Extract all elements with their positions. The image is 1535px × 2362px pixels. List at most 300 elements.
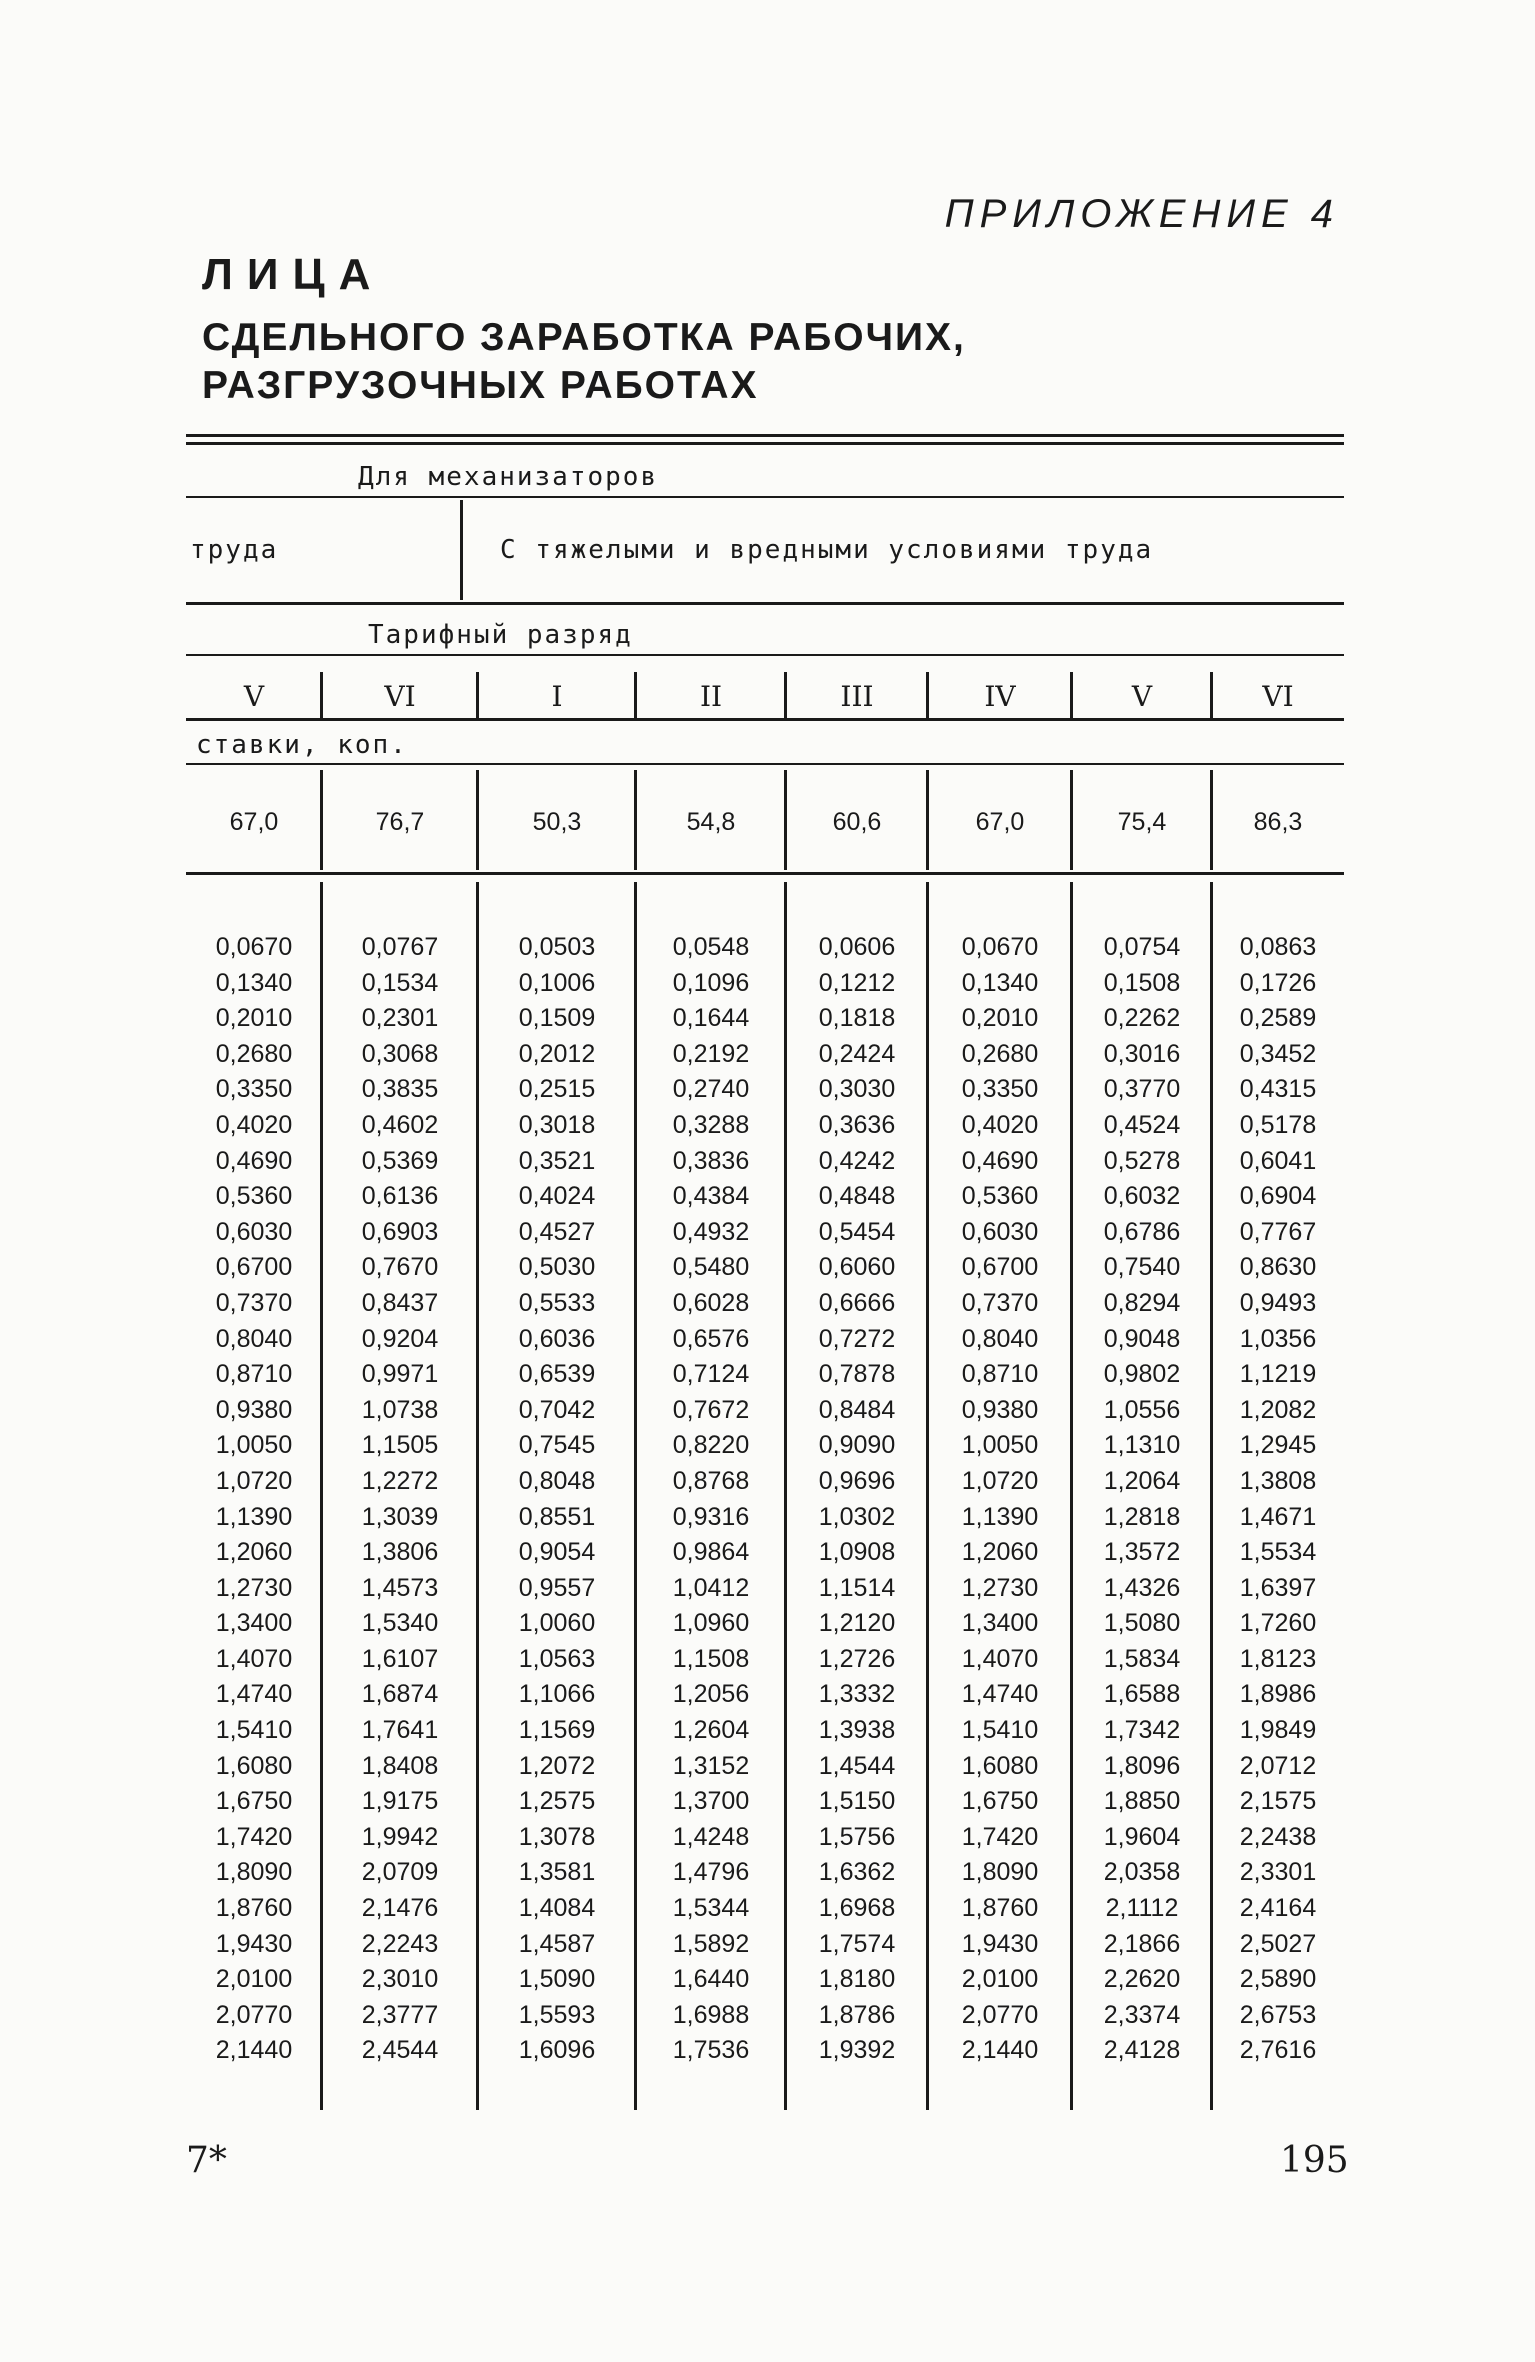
value-cell: 1,5593 (518, 2000, 596, 2029)
value-cell: 0,0548 (672, 933, 750, 961)
value-cell: 2,4544 (361, 2036, 439, 2065)
grade-header: III (840, 680, 874, 713)
column-divider (1070, 882, 1073, 2110)
value-cell: 2,1112 (1105, 1894, 1179, 1923)
value-cell: 0,8484 (818, 1395, 896, 1424)
value-cell: 1,2818 (1103, 1502, 1181, 1531)
value-cell: 0,0606 (818, 933, 896, 961)
condition-divider (460, 500, 463, 600)
value-cell: 1,2730 (215, 1573, 293, 1602)
value-column (322, 930, 478, 2069)
title-line-1: СДЕЛЬНОГО ЗАРАБОТКА РАБОЧИХ, (202, 316, 966, 359)
value-cell: 0,7672 (672, 1395, 750, 1424)
value-cell: 1,6107 (361, 1644, 439, 1673)
rate-row-rule (186, 872, 1344, 875)
value-column (636, 930, 786, 2069)
value-cell: 1,2730 (961, 1573, 1039, 1602)
right-condition-label: С тяжелыми и вредными условиями труда (500, 535, 1154, 565)
value-cell: 1,1390 (215, 1502, 293, 1531)
value-cell: 1,7260 (1239, 1609, 1317, 1638)
value-cell: 1,3700 (672, 1787, 750, 1816)
value-cell: 1,0908 (818, 1538, 896, 1567)
rate-label-rule (186, 763, 1344, 765)
rate-cell: 54,8 (686, 808, 736, 836)
value-cell: 1,5150 (818, 1787, 896, 1816)
value-cell: 2,2243 (361, 1929, 439, 1958)
value-cell: 0,4690 (215, 1146, 293, 1175)
value-cell: 0,3836 (672, 1146, 750, 1175)
value-cell: 0,0754 (1103, 933, 1181, 961)
value-cell: 1,8123 (1239, 1644, 1317, 1673)
value-cell: 1,9430 (215, 1929, 293, 1958)
value-cell: 0,5533 (518, 1288, 596, 1317)
value-cell: 0,9316 (672, 1502, 750, 1531)
value-cell: 1,8986 (1239, 1680, 1317, 1709)
value-cell: 1,9175 (361, 1787, 439, 1816)
value-cell: 1,9942 (361, 1822, 439, 1851)
value-cell: 1,0563 (518, 1644, 596, 1673)
value-cell: 1,8760 (215, 1894, 293, 1923)
column-divider (1210, 770, 1213, 870)
value-cell: 1,6750 (215, 1787, 293, 1816)
column-divider (1210, 672, 1213, 718)
value-cell: 1,8786 (818, 2000, 896, 2029)
value-cell: 1,8180 (818, 1965, 896, 1994)
value-cell: 1,3152 (672, 1751, 750, 1780)
value-cell: 0,8040 (215, 1324, 293, 1353)
value-cell: 1,8408 (361, 1751, 439, 1780)
value-cell: 1,5756 (818, 1822, 896, 1851)
grade-header: VI (384, 680, 416, 713)
grade-header: I (551, 680, 563, 713)
value-cell: 0,9493 (1239, 1288, 1317, 1317)
value-column (786, 930, 928, 2069)
value-cell: 2,5890 (1239, 1965, 1317, 1994)
value-cell: 0,9048 (1103, 1324, 1181, 1353)
column-divider (476, 882, 479, 2110)
value-cell: 0,1006 (518, 968, 596, 997)
value-cell: 0,7878 (818, 1360, 896, 1389)
value-cell: 1,0720 (961, 1466, 1039, 1495)
value-cell: 0,4315 (1239, 1075, 1317, 1104)
value-cell: 1,2604 (672, 1716, 750, 1745)
value-cell: 1,3039 (361, 1502, 439, 1531)
value-cell: 1,0060 (518, 1609, 596, 1638)
value-cell: 1,2056 (672, 1680, 750, 1709)
top-rule-1 (186, 434, 1344, 437)
value-cell: 1,0412 (672, 1573, 750, 1602)
value-cell: 1,4070 (215, 1644, 293, 1673)
value-cell: 1,4587 (518, 1929, 596, 1958)
value-cell: 0,2262 (1103, 1004, 1181, 1033)
value-cell: 2,3010 (361, 1965, 439, 1994)
value-cell: 0,6028 (672, 1288, 750, 1317)
value-cell: 2,0712 (1239, 1751, 1317, 1780)
value-cell: 0,8710 (961, 1360, 1039, 1389)
grade-header: VI (1262, 680, 1294, 713)
value-cell: 0,8220 (672, 1431, 750, 1460)
column-divider (1210, 882, 1213, 2110)
value-cell: 0,9204 (361, 1324, 439, 1353)
value-cell: 0,6030 (961, 1217, 1039, 1246)
value-cell: 0,3068 (361, 1039, 439, 1068)
top-rule-2 (186, 442, 1344, 445)
column-divider (784, 672, 787, 718)
value-cell: 0,7670 (361, 1253, 439, 1282)
value-cell: 0,8040 (961, 1324, 1039, 1353)
value-cell: 0,7370 (215, 1288, 293, 1317)
value-cell: 1,5340 (361, 1609, 439, 1638)
value-cell: 2,0770 (215, 2000, 293, 2029)
value-cell: 0,1726 (1239, 968, 1317, 997)
column-divider (926, 770, 929, 870)
rate-label: ставки, коп. (196, 730, 408, 760)
column-divider (634, 770, 637, 870)
value-cell: 0,9054 (518, 1538, 596, 1567)
value-cell: 0,6136 (361, 1182, 439, 1211)
value-cell: 0,9090 (818, 1431, 896, 1460)
column-divider (476, 770, 479, 870)
value-cell: 1,0556 (1103, 1395, 1181, 1424)
value-cell: 0,6041 (1239, 1146, 1317, 1175)
rate-cell: 76,7 (375, 808, 425, 836)
value-cell: 0,2740 (672, 1075, 750, 1104)
value-cell: 2,0770 (961, 2000, 1039, 2029)
value-cell: 0,3835 (361, 1075, 439, 1104)
value-cell: 0,7124 (672, 1360, 750, 1389)
value-cell: 1,7420 (961, 1822, 1039, 1851)
value-cell: 0,0670 (215, 933, 293, 961)
value-cell: 1,2072 (518, 1751, 596, 1780)
rate-cell: 86,3 (1253, 808, 1303, 836)
value-cell: 1,8090 (961, 1858, 1039, 1887)
page-number: 195 (1280, 2140, 1349, 2181)
value-cell: 1,4796 (672, 1858, 750, 1887)
value-cell: 1,3581 (518, 1858, 596, 1887)
value-cell: 1,3400 (961, 1609, 1039, 1638)
rate-cell: 67,0 (975, 808, 1025, 836)
value-cell: 1,1508 (672, 1644, 750, 1673)
column-divider (320, 672, 323, 718)
value-cell: 0,5480 (672, 1253, 750, 1282)
value-cell: 1,7420 (215, 1822, 293, 1851)
value-cell: 1,8760 (961, 1894, 1039, 1923)
value-cell: 0,2301 (361, 1004, 439, 1033)
column-divider (320, 770, 323, 870)
value-cell: 2,2438 (1239, 1822, 1317, 1851)
value-cell: 1,6362 (818, 1858, 896, 1887)
column-divider (784, 770, 787, 870)
value-cell: 1,0960 (672, 1609, 750, 1638)
value-cell: 1,4740 (961, 1680, 1039, 1709)
grade-rule (186, 654, 1344, 656)
value-cell: 1,7641 (361, 1716, 439, 1745)
value-cell: 0,6576 (672, 1324, 750, 1353)
value-cell: 2,7616 (1239, 2036, 1317, 2065)
value-cell: 0,9557 (518, 1573, 596, 1602)
value-cell: 0,8630 (1239, 1253, 1317, 1282)
value-cell: 1,5534 (1239, 1538, 1317, 1567)
value-cell: 1,2945 (1239, 1431, 1317, 1460)
value-cell: 1,5344 (672, 1894, 750, 1923)
value-cell: 0,9864 (672, 1538, 750, 1567)
value-cell: 0,2424 (818, 1039, 896, 1068)
title-line-2: РАЗГРУЗОЧНЫХ РАБОТАХ (202, 364, 759, 407)
value-cell: 1,4326 (1103, 1573, 1181, 1602)
value-cell: 1,1514 (818, 1573, 896, 1602)
value-cell: 0,6036 (518, 1324, 596, 1353)
value-cell: 2,1440 (215, 2036, 293, 2065)
value-cell: 2,3374 (1103, 2000, 1181, 2029)
value-cell: 1,1310 (1103, 1431, 1181, 1460)
value-cell: 0,5360 (961, 1182, 1039, 1211)
column-divider (1070, 770, 1073, 870)
value-cell: 0,2010 (215, 1004, 293, 1033)
value-cell: 0,2012 (518, 1039, 596, 1068)
value-cell: 0,7540 (1103, 1253, 1181, 1282)
value-cell: 0,4384 (672, 1182, 750, 1211)
value-cell: 0,1340 (215, 968, 293, 997)
value-cell: 0,9696 (818, 1466, 896, 1495)
value-cell: 1,4544 (818, 1751, 896, 1780)
value-cell: 0,0670 (961, 933, 1039, 961)
value-cell: 0,6666 (818, 1288, 896, 1317)
footer-signature-mark: 7* (186, 2140, 227, 2181)
value-cell: 0,8768 (672, 1466, 750, 1495)
value-cell: 1,5080 (1103, 1609, 1181, 1638)
value-cell: 0,1096 (672, 968, 750, 997)
value-cell: 0,4932 (672, 1217, 750, 1246)
value-cell: 0,5178 (1239, 1110, 1317, 1139)
value-cell: 0,2680 (215, 1039, 293, 1068)
value-cell: 1,3938 (818, 1716, 896, 1745)
value-cell: 0,5030 (518, 1253, 596, 1282)
condition-rule (186, 602, 1344, 605)
value-cell: 0,3521 (518, 1146, 596, 1175)
value-cell: 1,4248 (672, 1822, 750, 1851)
value-cell: 0,6904 (1239, 1182, 1317, 1211)
value-cell: 0,1818 (818, 1004, 896, 1033)
value-cell: 1,2082 (1239, 1395, 1317, 1424)
value-cell: 0,7370 (961, 1288, 1039, 1317)
value-cell: 0,3636 (818, 1110, 896, 1139)
value-cell: 0,4242 (818, 1146, 896, 1175)
column-divider (320, 882, 323, 2110)
value-cell: 0,4602 (361, 1110, 439, 1139)
value-cell: 0,0767 (361, 933, 439, 961)
value-cell: 1,6988 (672, 2000, 750, 2029)
value-cell: 0,8048 (518, 1466, 596, 1495)
grade-label: Тарифный разряд (368, 620, 633, 650)
value-cell: 1,3332 (818, 1680, 896, 1709)
value-cell: 0,6060 (818, 1253, 896, 1282)
value-cell: 1,1505 (361, 1431, 439, 1460)
value-cell: 1,5892 (672, 1929, 750, 1958)
value-cell: 1,2575 (518, 1787, 596, 1816)
value-cell: 1,3808 (1239, 1466, 1317, 1495)
value-cell: 0,2680 (961, 1039, 1039, 1068)
value-cell: 1,1066 (518, 1680, 596, 1709)
column-divider (476, 672, 479, 718)
grade-header: IV (984, 680, 1016, 713)
value-cell: 0,3350 (961, 1075, 1039, 1104)
value-cell: 0,7767 (1239, 1217, 1317, 1246)
value-cell: 0,6539 (518, 1360, 596, 1389)
value-cell: 0,4020 (961, 1110, 1039, 1139)
value-cell: 0,3288 (672, 1110, 750, 1139)
value-cell: 0,6786 (1103, 1217, 1181, 1246)
value-cell: 0,1508 (1103, 968, 1181, 997)
grade-header: II (699, 680, 723, 713)
grade-header: V (243, 680, 265, 713)
value-cell: 1,6080 (961, 1751, 1039, 1780)
value-cell: 1,9849 (1239, 1716, 1317, 1745)
value-cell: 2,2620 (1103, 1965, 1181, 1994)
column-divider (926, 882, 929, 2110)
value-cell: 1,6874 (361, 1680, 439, 1709)
value-cell: 1,6750 (961, 1787, 1039, 1816)
value-cell: 2,1575 (1239, 1787, 1317, 1816)
value-cell: 0,4020 (215, 1110, 293, 1139)
value-cell: 1,7342 (1103, 1716, 1181, 1745)
value-cell: 0,3770 (1103, 1075, 1181, 1104)
value-cell: 1,2060 (215, 1538, 293, 1567)
value-cell: 1,8850 (1103, 1787, 1181, 1816)
value-cell: 0,2515 (518, 1075, 596, 1104)
appendix-label: ПРИЛОЖЕНИЕ 4 (944, 192, 1339, 236)
value-cell: 1,2060 (961, 1538, 1039, 1567)
value-cell: 1,0050 (215, 1431, 293, 1460)
value-cell: 0,4527 (518, 1217, 596, 1246)
value-cell: 0,6700 (215, 1253, 293, 1282)
value-cell: 1,6096 (518, 2036, 596, 2065)
value-cell: 1,6397 (1239, 1573, 1317, 1602)
value-cell: 0,2589 (1239, 1004, 1317, 1033)
value-cell: 0,6030 (215, 1217, 293, 1246)
value-cell: 0,6903 (361, 1217, 439, 1246)
value-cell: 1,0738 (361, 1395, 439, 1424)
value-cell: 1,9392 (818, 2036, 896, 2065)
value-cell: 2,0358 (1103, 1858, 1181, 1887)
value-cell: 0,1509 (518, 1004, 596, 1033)
value-cell: 0,5369 (361, 1146, 439, 1175)
value-cell: 0,1340 (961, 968, 1039, 997)
value-column (186, 930, 322, 2069)
value-cell: 1,7574 (818, 1929, 896, 1958)
grade-row-rule (186, 718, 1344, 721)
column-divider (1070, 672, 1073, 718)
value-cell: 1,8096 (1103, 1751, 1181, 1780)
value-column (478, 930, 636, 2069)
value-cell: 0,4690 (961, 1146, 1039, 1175)
value-cell: 0,9802 (1103, 1360, 1181, 1389)
value-cell: 1,5090 (518, 1965, 596, 1994)
value-cell: 0,8437 (361, 1288, 439, 1317)
grade-header: V (1131, 680, 1153, 713)
value-cell: 0,4848 (818, 1182, 896, 1211)
value-column (1212, 930, 1344, 2069)
value-cell: 2,4164 (1239, 1894, 1317, 1923)
column-divider (634, 882, 637, 2110)
value-cell: 0,2010 (961, 1004, 1039, 1033)
rate-cell: 50,3 (532, 808, 582, 836)
value-cell: 1,4070 (961, 1644, 1039, 1673)
value-cell: 0,8551 (518, 1502, 596, 1531)
value-cell: 1,0302 (818, 1502, 896, 1531)
rate-cell: 75,4 (1117, 808, 1167, 836)
value-cell: 2,0100 (961, 1965, 1039, 1994)
rate-cell: 60,6 (832, 808, 882, 836)
value-cell: 1,3806 (361, 1538, 439, 1567)
value-cell: 0,1644 (672, 1004, 750, 1033)
value-cell: 1,2726 (818, 1644, 896, 1673)
value-cell: 1,7536 (672, 2036, 750, 2065)
value-cell: 2,5027 (1239, 1929, 1317, 1958)
value-cell: 2,0100 (215, 1965, 293, 1994)
value-cell: 1,6968 (818, 1894, 896, 1923)
value-cell: 0,3016 (1103, 1039, 1181, 1068)
column-divider (634, 672, 637, 718)
value-cell: 0,5278 (1103, 1146, 1181, 1175)
value-cell: 0,6032 (1103, 1182, 1181, 1211)
value-column (1072, 930, 1212, 2069)
rate-cell: 67,0 (229, 808, 279, 836)
value-cell: 2,4128 (1103, 2036, 1181, 2065)
value-cell: 1,2064 (1103, 1466, 1181, 1495)
group-rule (186, 496, 1344, 498)
value-cell: 0,1212 (818, 968, 896, 997)
value-cell: 2,1866 (1103, 1929, 1181, 1958)
value-cell: 1,3400 (215, 1609, 293, 1638)
value-column (928, 930, 1072, 2069)
value-cell: 1,9430 (961, 1929, 1039, 1958)
left-condition-label: труда (190, 535, 279, 565)
group-label: Для механизаторов (358, 462, 659, 492)
value-cell: 1,1569 (518, 1716, 596, 1745)
value-cell: 1,8090 (215, 1858, 293, 1887)
value-cell: 0,7272 (818, 1324, 896, 1353)
value-cell: 0,9971 (361, 1360, 439, 1389)
value-cell: 1,4084 (518, 1894, 596, 1923)
value-cell: 1,0356 (1239, 1324, 1317, 1353)
column-divider (926, 672, 929, 718)
value-cell: 1,1219 (1239, 1360, 1317, 1389)
value-cell: 1,0720 (215, 1466, 293, 1495)
value-cell: 1,2120 (818, 1609, 896, 1638)
value-cell: 0,3030 (818, 1075, 896, 1104)
value-cell: 0,4024 (518, 1182, 596, 1211)
value-cell: 0,5360 (215, 1182, 293, 1211)
value-cell: 1,5410 (961, 1716, 1039, 1745)
value-cell: 0,0503 (518, 933, 596, 961)
value-cell: 1,0050 (961, 1431, 1039, 1460)
value-cell: 0,3018 (518, 1110, 596, 1139)
value-cell: 1,9604 (1103, 1822, 1181, 1851)
value-cell: 1,1390 (961, 1502, 1039, 1531)
value-cell: 1,3078 (518, 1822, 596, 1851)
value-cell: 1,5410 (215, 1716, 293, 1745)
value-cell: 0,9380 (961, 1395, 1039, 1424)
value-cell: 0,8710 (215, 1360, 293, 1389)
value-cell: 1,5834 (1103, 1644, 1181, 1673)
title-word: ЛИЦА (202, 250, 385, 299)
value-cell: 2,3301 (1239, 1858, 1317, 1887)
value-cell: 0,2192 (672, 1039, 750, 1068)
value-cell: 1,4671 (1239, 1502, 1317, 1531)
value-cell: 2,0709 (361, 1858, 439, 1887)
value-cell: 0,5454 (818, 1217, 896, 1246)
value-cell: 2,1476 (361, 1894, 439, 1923)
